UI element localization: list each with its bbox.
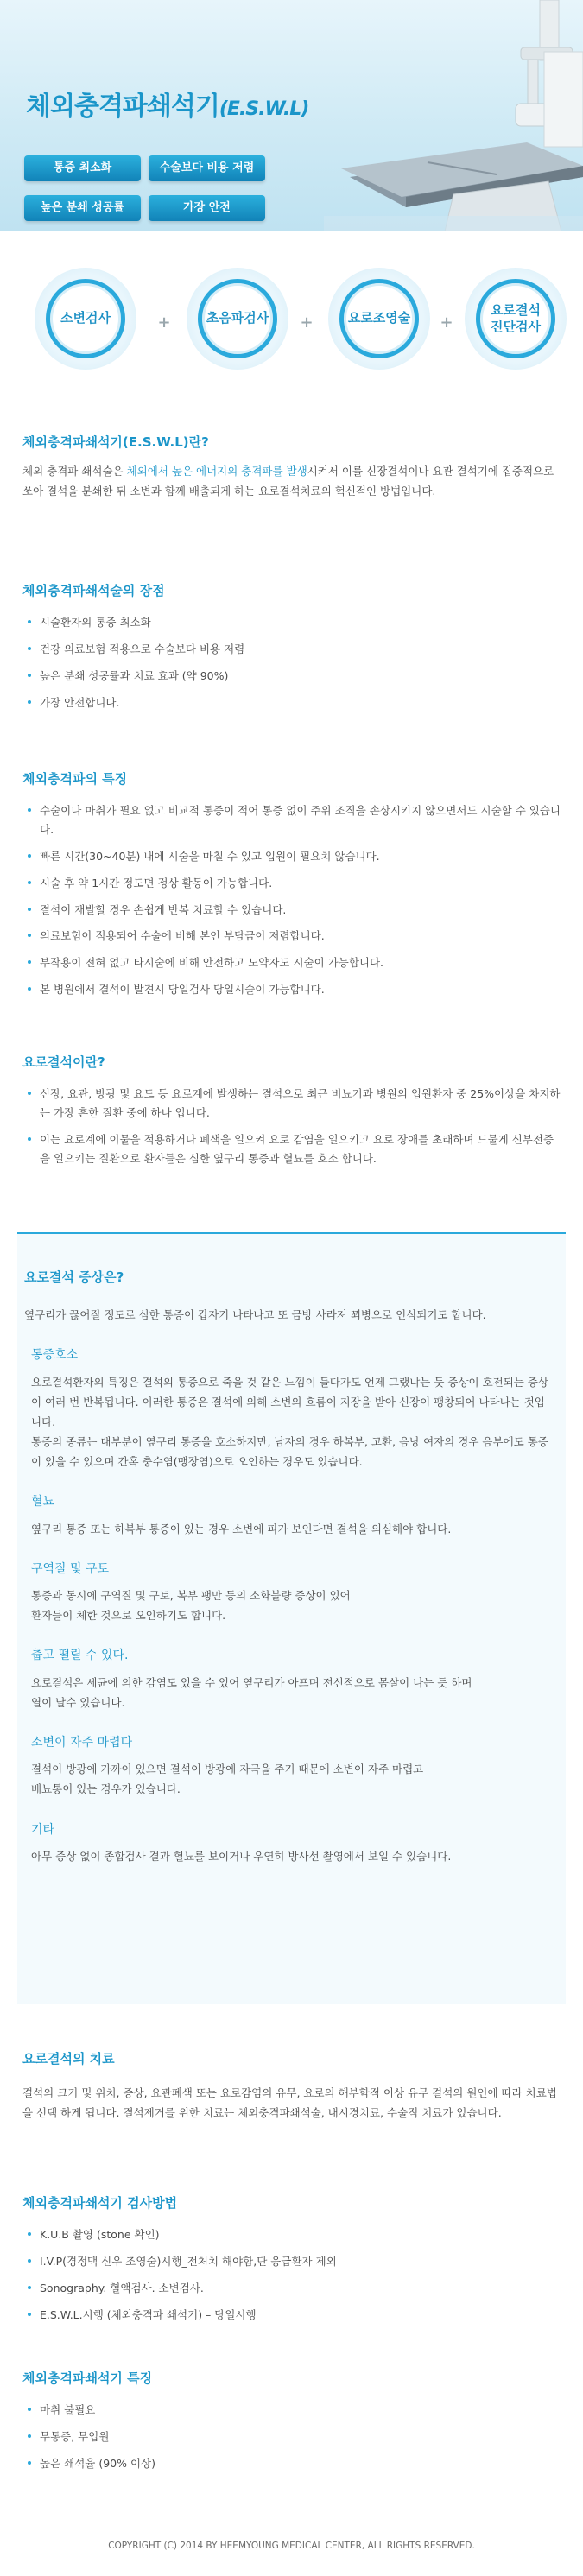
- symptom-title: 기타: [31, 1822, 55, 1837]
- symptom-item: [31, 1646, 554, 1712]
- symptom-title: 통증호소: [31, 1348, 79, 1363]
- plus-separator: +: [157, 313, 171, 332]
- list-item: 신장, 요관, 방광 및 요도 등 요로계에 발생하는 결석으로 최근 비뇨기과 병원의 입원환자 중 25%이상을 차지하는 가장 흔한 질환 중에 하나 입니다.: [22, 1085, 562, 1123]
- list-item: 건강 의료보험 적용으로 수술보다 비용 저렴: [22, 640, 562, 659]
- symptom-item: [31, 1820, 554, 1867]
- pill-high-success: 높은 분쇄 성공률: [24, 195, 141, 221]
- text-part: 체외 충격파 쇄석술은: [22, 465, 127, 478]
- list-item: 시술 후 약 1시간 정도면 정상 활동이 가능합니다.: [22, 874, 562, 893]
- features-section: [22, 769, 562, 1007]
- list-item: 부작용이 전혀 없고 타시술에 비해 안전하고 노약자도 시술이 가능합니다.: [22, 953, 562, 972]
- list-item: 수술이나 마취가 필요 없고 비교적 통증이 적어 통증 없이 주위 조직을 손상시키지 않으면서도 시술할 수 있습니다.: [22, 801, 562, 839]
- list-item: 무통증, 무입원: [22, 2427, 562, 2446]
- symptom-text: 결석이 방광에 가까이 있으면 결석이 방광에 자극을 주기 때문에 소변이 자주 마렵고 배뇨통이 있는 경우가 있습니다.: [31, 1763, 424, 1796]
- symptom-title: 춥고 떨릴 수 있다.: [31, 1649, 129, 1663]
- list-item: 빠른 시간(30~40분) 내에 시술을 마칠 수 있고 입원이 필요치 않습니다.: [22, 847, 562, 866]
- symptom-item: [31, 1492, 554, 1539]
- hero-title: [26, 86, 308, 128]
- step-urine-test: [35, 268, 136, 370]
- pill-low-cost: 수술보다 비용 저렴: [149, 155, 265, 181]
- text-part: 시켜서 이를 신장결석이나 요관 결석기에 집중적으로 쏘아 결석을 분쇄한 뒤 소변과 함께 배출되게 하는 요로결석치료의 혁신적인 방법입니다.: [22, 465, 554, 498]
- step-ultrasound: [187, 268, 288, 370]
- symptom-item: [31, 1560, 554, 1626]
- symptoms-intro: 옆구리가 끊어질 정도로 심한 통증이 갑자기 나타나고 또 금방 사라져 꾀병으로 인식되기도 합니다.: [24, 1308, 486, 1321]
- list-item: E.S.W.L.시행 (체외충격파 쇄석기) – 당일시행: [22, 2306, 562, 2325]
- list-item: 결석이 재발할 경우 손쉽게 반복 치료할 수 있습니다.: [22, 901, 562, 920]
- step-stone-diagnosis: [465, 268, 567, 370]
- features-list: [22, 801, 562, 999]
- stone-definition-section: [22, 1052, 562, 1176]
- step-label: 초음파검사: [198, 279, 277, 358]
- list-item: 시술환자의 통증 최소화: [22, 613, 562, 632]
- section-title: 체외충격파쇄석기 검사방법: [22, 2195, 178, 2211]
- list-item: 높은 분쇄 성공률과 치료 효과 (약 90%): [22, 667, 562, 686]
- plus-separator: +: [300, 313, 314, 332]
- symptom-text: 아무 증상 없이 종합검사 결과 혈뇨를 보이거나 우연히 방사선 촬영에서 보일 수 있습니다.: [31, 1849, 452, 1863]
- methods-list: [22, 2225, 562, 2325]
- hero-title-main: 체외충격파쇄석기: [26, 92, 219, 122]
- list-item: Sonography. 혈액검사. 소변검사.: [22, 2279, 562, 2298]
- treatment-section: [22, 2048, 562, 2123]
- section-text: 결석의 크기 및 위치, 증상, 요관폐색 또는 요로감염의 유무, 요로의 해부학적 이상 유무 결석의 원인에 따라 치료법을 선택 하게 됩니다. 결석제거를 위한 치료는 체외충격파쇄석술, 내시경치료, 수술적 치료가 있습니다.: [22, 2086, 557, 2120]
- symptom-text: 통증과 동시에 구역질 및 구토, 복부 팽만 등의 소화불량 증상이 있어 환자들이 체한 것으로 오인하기도 합니다.: [31, 1589, 351, 1623]
- hero-title-sub: (E.S.W.L): [219, 98, 309, 120]
- step-label: 요로결석 진단검사: [476, 279, 555, 358]
- advantages-list: [22, 613, 562, 712]
- symptom-title: 구역질 및 구토: [31, 1561, 110, 1576]
- stone-definition-list: [22, 1085, 562, 1168]
- list-item: 높은 쇄석율 (90% 이상): [22, 2454, 562, 2473]
- footer-copyright: COPYRIGHT (C) 2014 BY HEEMYOUNG MEDICAL CENTER, ALL RIGHTS RESERVED.: [108, 2541, 475, 2551]
- list-item: K.U.B 촬영 (stone 확인): [22, 2225, 562, 2244]
- step-urography: [328, 268, 430, 370]
- symptom-text: 요로결석은 세균에 의한 감염도 있을 수 있어 옆구리가 아프며 전신적으로 몸살이 나는 듯 하며 열이 날수 있습니다.: [31, 1675, 472, 1709]
- section-title: 체외충격파의 특징: [22, 771, 128, 787]
- symptom-item: [31, 1345, 554, 1472]
- section-title: 요로결석 증상은?: [24, 1269, 124, 1285]
- symptom-text: 옆구리 통증 또는 하복부 통증이 있는 경우 소변에 피가 보인다면 결석을 의심해야 합니다.: [31, 1522, 452, 1535]
- advantages-section: [22, 580, 562, 720]
- hero-banner: [0, 0, 583, 231]
- list-item: 본 병원에서 결석이 발견시 당일검사 당일시술이 가능합니다.: [22, 980, 562, 999]
- machine-features-list: [22, 2401, 562, 2473]
- section-title: 체외충격파쇄석술의 장점: [22, 583, 165, 598]
- methods-section: [22, 2193, 562, 2332]
- symptom-title: 소변이 자주 마렵다: [31, 1735, 133, 1750]
- list-item: 가장 안전합니다.: [22, 693, 562, 712]
- eswl-machine-illustration: [324, 0, 583, 231]
- step-label: 소변검사: [46, 279, 125, 358]
- section-title: 체외충격파쇄석기(E.S.W.L)란?: [22, 434, 209, 450]
- pill-safest: 가장 안전: [149, 195, 265, 221]
- symptoms-panel: [17, 1232, 566, 2004]
- list-item: 의료보험이 적용되어 수술에 비해 본인 부담금이 저렴합니다.: [22, 927, 562, 946]
- text-highlight: 체외에서 높은 에너지의 충격파를 발생: [126, 465, 307, 478]
- diagnosis-process: [0, 231, 583, 408]
- symptom-text: 요로결석환자의 특징은 결석의 통증으로 죽을 것 같은 느낌이 들다가도 언제 그랬냐는 듯 증상이 호전되는 증상이 여러 번 반복됩니다. 이러한 통증은 결석에 의해 소변의 흐름이 지장을 받아 신장이 팽창되어 나타나는 것입니다. 통증의 종류는 대부분이 옆구리 통증을 호소하지만, 남자의 경우 하복부, 고환, 음낭 여자의 경우 음부에도 통증이 있을 수 있으며 간혹 충수염(맹장염)으로 오인하는 경우도 있습니다.: [31, 1375, 549, 1469]
- list-item: 이는 요로계에 이물을 적용하거나 폐색을 일으켜 요로 감염을 일으키고 요로 장애를 초래하며 드물게 신부전증을 일으키는 질환으로 환자들은 심한 옆구리 통증과 혈뇨를 호소 합니다.: [22, 1130, 562, 1168]
- pill-pain-minimize: 통증 최소화: [24, 155, 141, 181]
- eswl-intro-section: [22, 432, 562, 501]
- list-item: I.V.P(경정맥 신우 조영술)시행_전처치 해야함,단 응급환자 제외: [22, 2252, 562, 2271]
- section-title: 요로결석의 치료: [22, 2051, 115, 2066]
- section-text: [22, 461, 562, 501]
- symptom-item: [31, 1733, 554, 1800]
- plus-separator: +: [440, 313, 453, 332]
- section-title: 체외충격파쇄석기 특징: [22, 2370, 153, 2386]
- symptom-title: 혈뇨: [31, 1495, 55, 1510]
- step-label: 요로조영술: [339, 279, 419, 358]
- list-item: 마취 불필요: [22, 2401, 562, 2420]
- section-title: 요로결석이란?: [22, 1054, 105, 1070]
- machine-features-section: [22, 2368, 562, 2481]
